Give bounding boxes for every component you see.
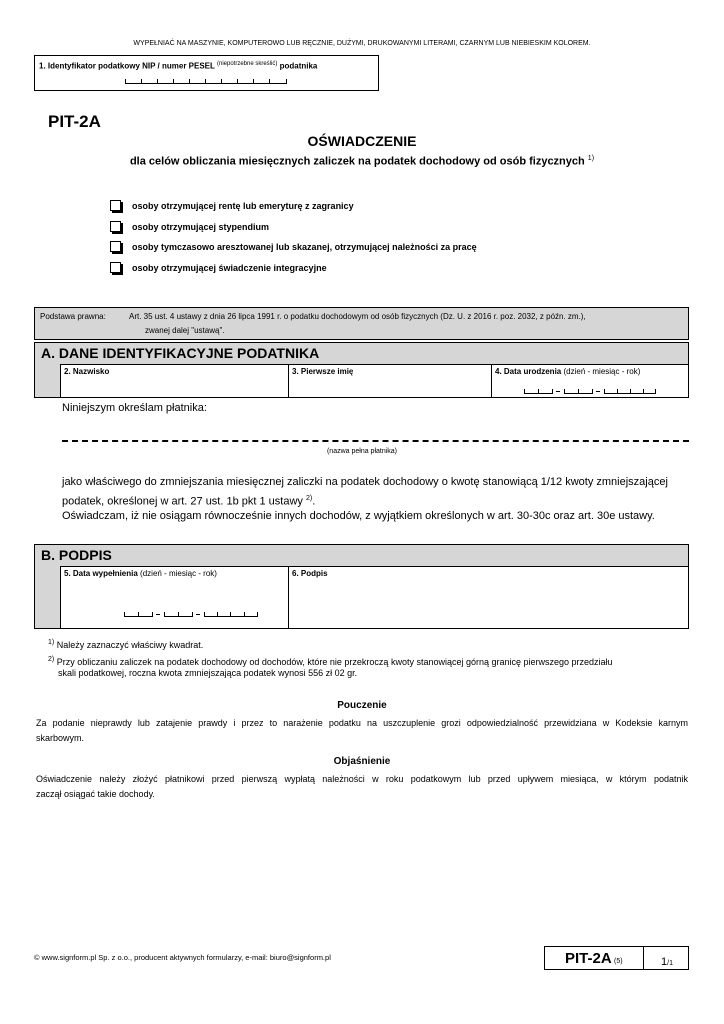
objasnienie-line1: Oświadczenie należy złożyć płatnikowi przed pierwszą wypłatą należności w roku podatkowym lub przed upływem miesiąca, w którym podatnik (36, 774, 688, 784)
page-title: OŚWIADCZENIE (307, 133, 417, 149)
payer-name-line[interactable] (62, 440, 689, 442)
declaration-line2-ref: 2) (305, 495, 313, 502)
footnote-1-ref: 1) (48, 639, 55, 646)
declaration-line2-text: podatek, określonej w art. 27 ust. 1b pkt 1 ustawy (62, 495, 303, 508)
page-current: 1 (661, 956, 668, 968)
page-total: /1 (667, 960, 673, 967)
legal-basis-label: Podstawa prawna: (40, 312, 106, 321)
surname-field[interactable] (60, 364, 289, 398)
checkbox-scholarship[interactable] (110, 221, 121, 232)
nip-pesel-label: 1. Identyfikator podatkowy NIP / numer PESEL (39, 61, 215, 71)
birth-date-label: 4. Data urodzenia (495, 367, 562, 376)
option-pension-abroad-label: osoby otrzymującej rentę lub emeryturę z zagranicy (132, 201, 354, 211)
first-name-field[interactable] (288, 364, 492, 398)
option-detained-label: osoby tymczasowo aresztowanej lub skazanej, otrzymującej należności za pracę (132, 242, 477, 252)
subtitle-ref: 1) (587, 155, 595, 162)
option-integration-benefit-label: osoby otrzymującej świadczenie integracyjne (132, 263, 327, 273)
legal-basis-line1: Art. 35 ust. 4 ustawy z dnia 26 lipca 1991 r. o podatku dochodowym od osób fizycznych (Dz. U. z 2016 r. poz. 2032, z późn. zm.), (129, 312, 586, 321)
fill-date-label: 5. Data wypełnienia (64, 569, 138, 578)
section-b-title: B. PODPIS (41, 547, 112, 563)
fill-date-comb (124, 609, 258, 617)
nip-comb (125, 78, 287, 84)
footer-version: (5) (614, 958, 623, 965)
fill-instruction: WYPEŁNIAĆ NA MASZYNIE, KOMPUTEROWO LUB RĘCZNIE, DUŻYMI, DRUKOWANYMI LITERAMI, CZARNYM LUB NIEBIESKIM KOLOREM. (133, 40, 591, 47)
declaration-line1: jako właściwego do zmniejszania miesięcznej zaliczki na podatek dochodowy o kwotę stanowiącą 1/12 kwoty zmniejszającej (62, 476, 668, 488)
declaration-line3: Oświadczam, iż nie osiągam równocześnie innych dochodów, z wyjątkiem określonych w art. 30-30c oraz art. 30e ustawy. (62, 510, 655, 522)
birth-date-field[interactable] (491, 364, 689, 398)
pouczenie-title: Pouczenie (337, 700, 387, 711)
signature-field[interactable] (288, 566, 689, 629)
fill-date-hint: (dzień - miesiąc - rok) (140, 569, 217, 578)
pouczenie-line2: skarbowym. (36, 733, 85, 743)
footer-form-code: PIT-2A (565, 950, 612, 967)
pouczenie-line1: Za podanie nieprawdy lub zatajenie prawdy i przez to narażenie podatku na uszczuplenie grozi odpowiedzialność przewidziana w Kodeksie karnym (36, 718, 688, 728)
legal-basis-line2: zwanej dalej "ustawą". (145, 326, 225, 335)
payer-intro: Niniejszym określam płatnika: (62, 402, 207, 414)
birth-date-comb (524, 386, 656, 394)
birth-date-hint: (dzień - miesiąc - rok) (563, 367, 641, 376)
page-subtitle (0, 155, 724, 168)
form-code: PIT-2A (48, 112, 101, 131)
subtitle-text: dla celów obliczania miesięcznych zaliczek na podatek dochodowy od osób fizycznych (129, 155, 585, 168)
copyright: © www.signform.pl Sp. z o.o., producent aktywnych formularzy, e-mail: biuro@signform.pl (34, 953, 331, 962)
option-scholarship-label: osoby otrzymującej stypendium (132, 222, 270, 232)
page-number (661, 952, 673, 970)
legal-basis (34, 307, 689, 340)
footnote-2-ref: 2) (48, 656, 55, 663)
fill-date-field[interactable] (60, 566, 289, 629)
checkbox-detained[interactable] (110, 241, 121, 252)
footer-code-box (544, 946, 689, 970)
footnote-1-text: Należy zaznaczyć właściwy kwadrat. (56, 640, 204, 650)
footnote-2-text: Przy obliczaniu zaliczek na podatek dochodowy od dochodów, które nie przekroczą kwoty stanowiącej górną granicę pierwszego przedziału (56, 657, 613, 667)
signature-label: 6. Podpis (292, 569, 328, 578)
surname-label: 2. Nazwisko (64, 367, 110, 376)
footnote-2-cont: skali podatkowej, roczna kwota zmniejszająca podatek wynosi 556 zł 02 gr. (58, 668, 358, 678)
checkbox-integration-benefit[interactable] (110, 262, 121, 273)
first-name-label: 3. Pierwsze imię (292, 367, 354, 376)
footnote-1 (48, 636, 203, 652)
checkbox-pension-abroad[interactable] (110, 200, 121, 211)
declaration-line2-end: . (312, 495, 316, 508)
payer-caption: (nazwa pełna płatnika) (326, 448, 398, 455)
nip-pesel-label-end: podatnika (279, 61, 318, 71)
nip-pesel-note: (niepotrzebne skreślić) (216, 61, 278, 67)
nip-pesel-field[interactable] (34, 55, 379, 91)
objasnienie-title: Objaśnienie (333, 756, 391, 767)
section-a-title: A. DANE IDENTYFIKACYJNE PODATNIKA (41, 345, 320, 361)
objasnienie-line2: zaczął osiągać takie dochody. (36, 789, 155, 799)
